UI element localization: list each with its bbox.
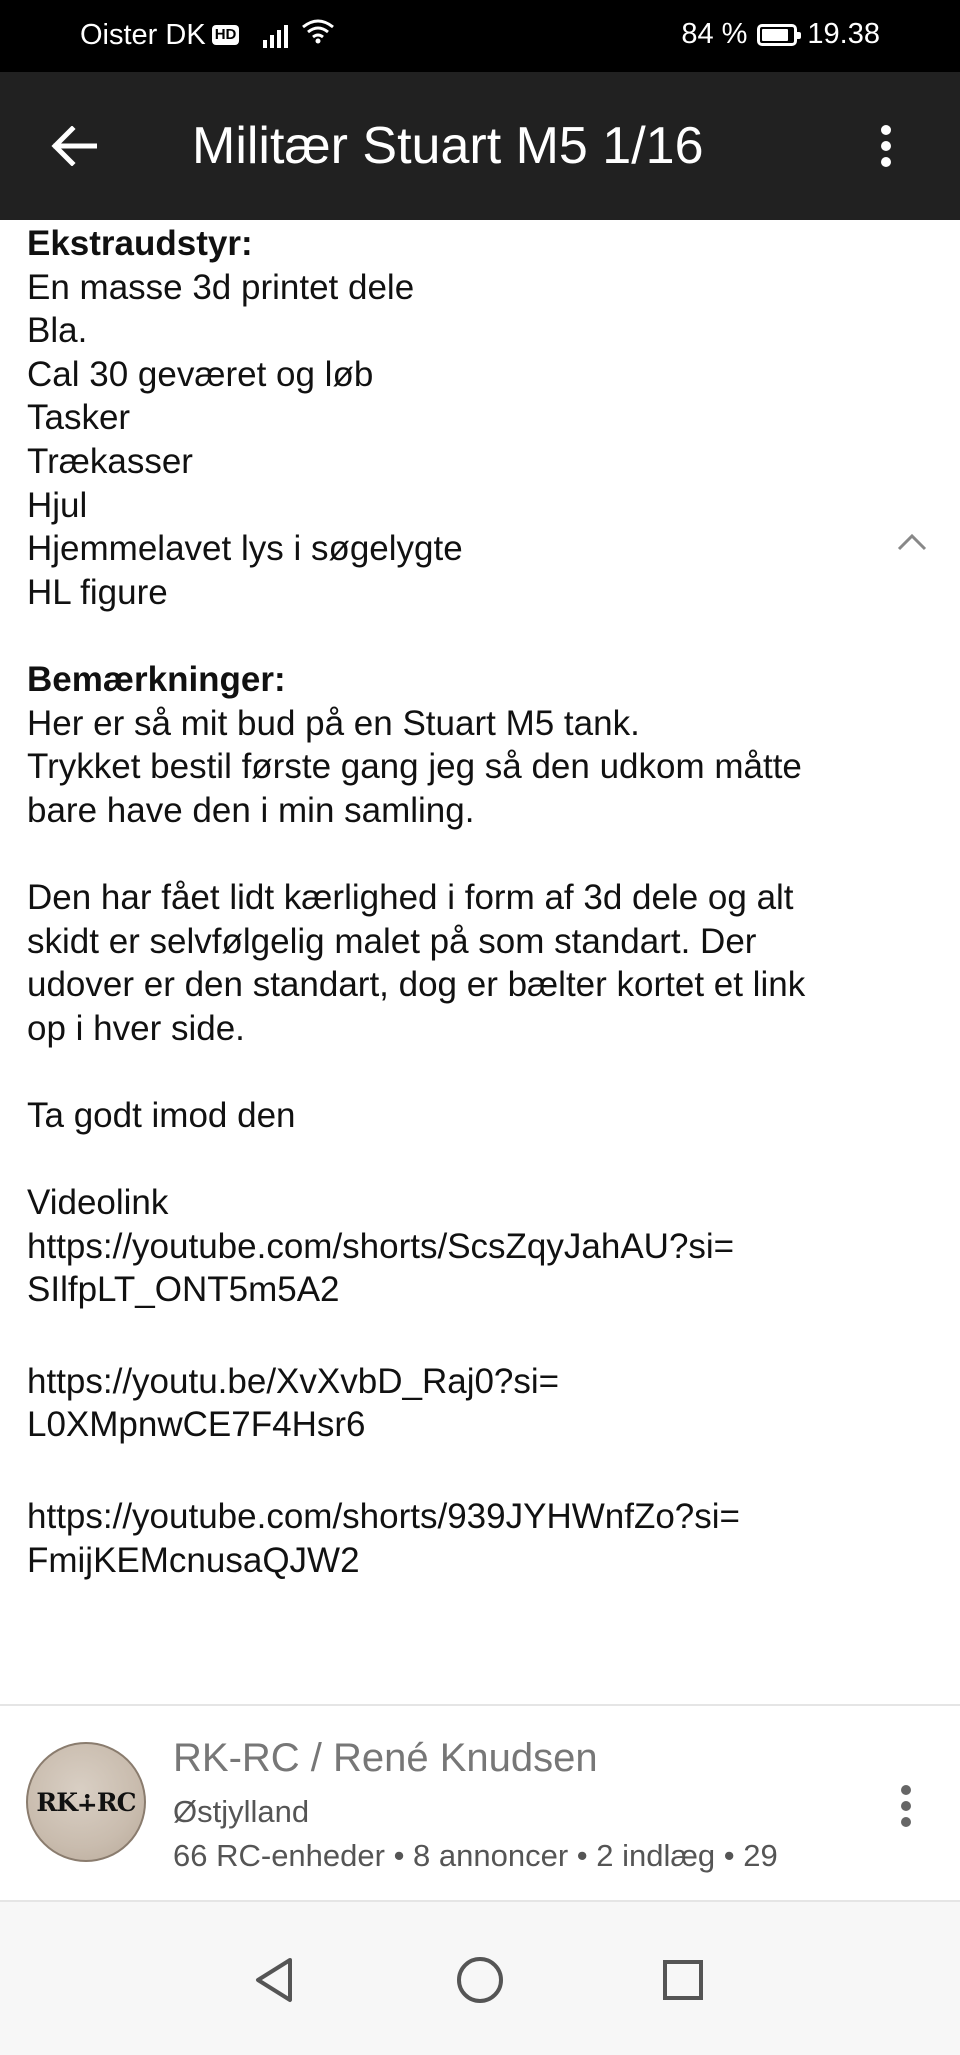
system-nav-bar [0, 1902, 960, 2055]
list-item: Tasker [27, 398, 131, 438]
clock: 19.38 [807, 18, 880, 50]
avatar-logo-text: RK∔RC [36, 1787, 136, 1817]
remarks-heading: Bemærkninger: [27, 659, 286, 699]
list-item: Cal 30 geværet og løb [27, 354, 374, 394]
signal-icon [263, 22, 291, 48]
list-item: Bla. [27, 311, 88, 351]
seller-stats: 66 RC-enheder • 8 annoncer • 2 indlæg • 29 [173, 1838, 778, 1873]
arrow-left-icon[interactable] [44, 116, 104, 176]
remarks-line: skidt er selvfølgelig malet på som standart. Der [27, 921, 757, 961]
app-bar [0, 72, 960, 220]
battery-percent: 84 % [681, 18, 748, 50]
remarks-line: bare have den i min samling. [27, 790, 475, 830]
seller-region: Østjylland [173, 1794, 310, 1829]
list-item: Hjemmelavet lys i søgelygte [27, 529, 463, 569]
list-item: Hjul [27, 485, 88, 525]
status-bar [0, 0, 960, 72]
equipment-heading: Ekstraudstyr: [27, 224, 253, 263]
carrier-label: Oister DK [80, 18, 206, 51]
square-recents-icon[interactable] [643, 1940, 723, 2020]
remarks-line: Her er så mit bud på en Stuart M5 tank. [27, 703, 640, 743]
remarks-line: op i hver side. [27, 1008, 245, 1048]
remarks-line: Den har fået lidt kærlighed i form af 3d dele og alt [27, 877, 794, 917]
seller-name[interactable]: RK-RC / René Knudsen [173, 1736, 598, 1780]
avatar[interactable] [26, 1742, 146, 1862]
seller-card[interactable] [0, 1706, 960, 1900]
list-item: En masse 3d printet dele [27, 267, 415, 307]
status-left [80, 18, 335, 52]
video-link-2[interactable] [27, 1360, 857, 1447]
video-link-line[interactable]: https://youtube.com/shorts/939JYHWnfZo?si= [27, 1497, 740, 1537]
video-link-1[interactable] [27, 1225, 857, 1312]
remarks-line: Trykket bestil første gang jeg så den udkom måtte [27, 747, 802, 787]
hd-badge: HD [212, 25, 240, 45]
video-link-line[interactable]: L0XMpnwCE7F4Hsr6 [27, 1405, 366, 1445]
status-right [681, 18, 880, 51]
more-vert-icon[interactable] [856, 116, 916, 176]
page-title: Militær Stuart M5 1/16 [192, 117, 704, 175]
circle-home-icon[interactable] [440, 1940, 520, 2020]
chevron-up-icon[interactable] [892, 522, 932, 562]
video-link-line[interactable]: FmijKEMcnusaQJW2 [27, 1540, 360, 1580]
wifi-icon [301, 18, 335, 52]
list-item: HL figure [27, 572, 168, 612]
video-link-line[interactable]: https://youtube.com/shorts/ScsZqyJahAU?si= [27, 1226, 735, 1266]
list-item: Trækasser [27, 441, 193, 481]
video-link-line[interactable]: SIlfpLT_ONT5m5A2 [27, 1270, 340, 1310]
battery-icon [757, 24, 797, 46]
ad-description [27, 222, 857, 1582]
triangle-back-icon[interactable] [234, 1940, 314, 2020]
video-link-3[interactable] [27, 1495, 857, 1582]
more-vert-icon[interactable] [886, 1776, 926, 1836]
remarks-line: udover er den standart, dog er bælter kortet et link [27, 965, 806, 1005]
video-heading: Videolink [27, 1183, 169, 1223]
equipment-list [27, 266, 857, 615]
closing-text: Ta godt imod den [27, 1095, 296, 1135]
video-link-line[interactable]: https://youtu.be/XvXvbD_Raj0?si= [27, 1361, 560, 1401]
